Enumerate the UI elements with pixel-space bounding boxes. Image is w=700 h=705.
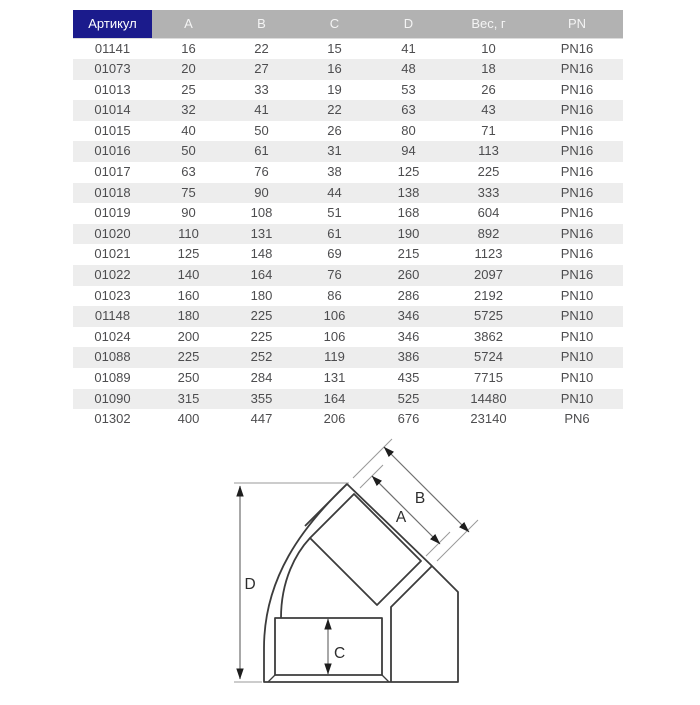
cell-pn: PN16 <box>560 40 594 56</box>
cell-pn: PN16 <box>560 143 594 159</box>
cell-weight: 71 <box>481 122 496 138</box>
cell-weight: 14480 <box>470 390 507 406</box>
cell-pn: PN10 <box>560 370 594 385</box>
cell-d: 41 <box>401 40 416 56</box>
cell-weight: 2192 <box>474 287 503 303</box>
column-header-weight: Вес, г <box>446 10 531 38</box>
cell-d: 63 <box>401 102 416 118</box>
cell-article: 01015 <box>94 122 131 138</box>
table-row <box>73 183 623 204</box>
cell-pn: PN16 <box>560 225 594 241</box>
column-header-a: A <box>152 10 225 38</box>
cell-d: 94 <box>401 143 416 159</box>
table-row <box>73 286 623 307</box>
cell-b: 225 <box>250 328 273 344</box>
table-row <box>73 244 623 265</box>
cell-pn: PN16 <box>560 122 594 138</box>
cell-a: 32 <box>181 102 196 118</box>
cell-a: 110 <box>178 225 199 241</box>
cell-article: 01023 <box>94 287 131 303</box>
table-row <box>73 389 623 410</box>
cell-c: 16 <box>327 61 342 77</box>
cell-a: 50 <box>181 143 196 159</box>
cell-b: 284 <box>250 370 273 385</box>
cell-article: 01017 <box>94 164 131 180</box>
cell-article: 01013 <box>94 81 131 97</box>
cell-a: 125 <box>177 246 200 262</box>
cell-c: 19 <box>327 81 342 97</box>
cell-d: 386 <box>397 349 420 365</box>
cell-c: 106 <box>323 308 346 324</box>
cell-d: 190 <box>397 225 420 241</box>
cell-a: 225 <box>177 349 200 365</box>
cell-pn: PN16 <box>560 81 594 97</box>
cell-pn: PN6 <box>564 411 590 427</box>
fitting-diagram <box>225 437 500 700</box>
cell-article: 01088 <box>94 349 131 365</box>
cell-b: 355 <box>250 390 273 406</box>
cell-pn: PN16 <box>560 267 594 283</box>
cell-a: 75 <box>181 184 196 200</box>
cell-a: 25 <box>181 81 196 97</box>
cell-b: 50 <box>254 122 269 138</box>
cell-d: 676 <box>397 411 420 427</box>
cell-pn: PN16 <box>560 246 594 262</box>
cell-pn: PN10 <box>560 287 594 303</box>
cell-weight: 3862 <box>474 328 503 344</box>
cell-c: 22 <box>327 102 342 118</box>
cell-weight: 892 <box>477 225 500 241</box>
table-row <box>73 409 623 430</box>
table-row <box>73 203 623 224</box>
cell-b: 41 <box>254 102 269 118</box>
cell-weight: 10 <box>481 40 496 56</box>
cell-c: 31 <box>327 143 342 159</box>
cell-c: 38 <box>327 164 342 180</box>
cell-pn: PN16 <box>560 184 594 200</box>
cell-weight: 2097 <box>474 267 503 283</box>
cell-pn: PN10 <box>560 349 594 365</box>
cell-a: 16 <box>181 40 196 56</box>
cell-c: 86 <box>327 287 342 303</box>
cell-weight: 7715 <box>474 370 503 385</box>
cell-d: 286 <box>397 287 420 303</box>
cell-weight: 5724 <box>474 349 503 365</box>
table-row <box>73 121 623 142</box>
cell-article: 01090 <box>94 390 131 406</box>
cell-weight: 333 <box>477 184 500 200</box>
cell-b: 76 <box>254 164 269 180</box>
cell-weight: 18 <box>481 61 496 77</box>
cell-c: 61 <box>327 225 342 241</box>
cell-d: 525 <box>397 390 420 406</box>
cell-a: 250 <box>177 370 200 385</box>
column-header-pn: PN <box>531 10 623 38</box>
cell-b: 180 <box>250 287 273 303</box>
column-header-article: Артикул <box>73 10 152 38</box>
table-header-row <box>73 10 623 38</box>
cell-c: 131 <box>323 370 346 385</box>
dim-label-a: A <box>395 509 407 526</box>
table-row <box>73 38 623 59</box>
cell-d: 138 <box>397 184 420 200</box>
cell-c: 119 <box>324 349 345 365</box>
cell-b: 225 <box>250 308 273 324</box>
cell-b: 90 <box>254 184 269 200</box>
cell-pn: PN10 <box>560 328 594 344</box>
cell-article: 01018 <box>94 184 131 200</box>
table-row <box>73 59 623 80</box>
cell-b: 252 <box>250 349 273 365</box>
cell-weight: 604 <box>477 205 500 221</box>
cell-a: 160 <box>177 287 200 303</box>
cell-article: 01014 <box>94 102 131 118</box>
cell-b: 61 <box>254 143 269 159</box>
cell-c: 69 <box>327 246 342 262</box>
cell-d: 215 <box>397 246 420 262</box>
cell-a: 315 <box>177 390 200 406</box>
cell-b: 108 <box>250 205 273 221</box>
spec-table-body <box>73 38 623 430</box>
dim-label-d: D <box>244 576 256 593</box>
cell-article: 01302 <box>94 411 131 427</box>
cell-c: 26 <box>327 122 342 138</box>
cell-weight: 43 <box>481 102 496 118</box>
cell-article: 01020 <box>94 225 131 241</box>
cell-pn: PN16 <box>560 164 594 180</box>
fitting-diagram-container <box>225 437 500 700</box>
cell-b: 131 <box>250 225 273 241</box>
table-row <box>73 327 623 348</box>
cell-b: 164 <box>250 267 273 283</box>
cell-weight: 26 <box>481 81 496 97</box>
cell-article: 01141 <box>94 40 131 56</box>
cell-article: 01073 <box>94 61 131 77</box>
cell-weight: 225 <box>477 164 500 180</box>
cell-a: 63 <box>181 164 196 180</box>
dim-label-b: B <box>414 490 426 507</box>
cell-a: 20 <box>181 61 196 77</box>
cell-a: 200 <box>177 328 200 344</box>
cell-pn: PN16 <box>560 205 594 221</box>
cell-article: 01019 <box>94 205 131 221</box>
cell-pn: PN10 <box>560 390 594 406</box>
cell-pn: PN10 <box>560 308 594 324</box>
cell-b: 447 <box>250 411 273 427</box>
cell-c: 44 <box>327 184 342 200</box>
cell-d: 168 <box>397 205 420 221</box>
table-row <box>73 265 623 286</box>
cell-d: 80 <box>401 122 416 138</box>
table-row <box>73 224 623 245</box>
cell-c: 51 <box>327 205 342 221</box>
cell-weight: 5725 <box>474 308 503 324</box>
spec-table <box>73 10 623 430</box>
cell-a: 400 <box>177 411 200 427</box>
table-row <box>73 368 623 389</box>
spec-table-container <box>73 10 623 430</box>
cell-d: 260 <box>397 267 420 283</box>
cell-article: 01024 <box>94 328 131 344</box>
cell-d: 125 <box>397 164 420 180</box>
table-row <box>73 80 623 101</box>
cell-article: 01089 <box>94 370 131 385</box>
cell-article: 01022 <box>94 267 131 283</box>
cell-b: 148 <box>250 246 273 262</box>
cell-c: 206 <box>323 411 346 427</box>
table-row <box>73 347 623 368</box>
cell-b: 27 <box>254 61 269 77</box>
cell-a: 140 <box>177 267 200 283</box>
cell-pn: PN16 <box>560 61 594 77</box>
cell-c: 76 <box>327 267 342 283</box>
cell-a: 180 <box>177 308 200 324</box>
cell-pn: PN16 <box>560 102 594 118</box>
cell-d: 435 <box>397 370 420 385</box>
table-row <box>73 306 623 327</box>
cell-a: 40 <box>181 122 196 138</box>
cell-c: 106 <box>323 328 346 344</box>
cell-article: 01148 <box>94 308 131 324</box>
column-header-b: B <box>225 10 298 38</box>
table-row <box>73 100 623 121</box>
cell-d: 48 <box>401 61 416 77</box>
cell-article: 01016 <box>94 143 131 159</box>
cell-b: 33 <box>254 81 269 97</box>
table-row <box>73 141 623 162</box>
cell-article: 01021 <box>94 246 131 262</box>
cell-weight: 23140 <box>470 411 507 427</box>
cell-c: 164 <box>323 390 346 406</box>
table-row <box>73 162 623 183</box>
cell-c: 15 <box>327 40 342 56</box>
column-header-d: D <box>371 10 446 38</box>
cell-a: 90 <box>181 205 196 221</box>
cell-d: 346 <box>397 328 420 344</box>
cell-d: 53 <box>401 81 416 97</box>
cell-d: 346 <box>397 308 420 324</box>
column-header-c: C <box>298 10 371 38</box>
cell-weight: 1123 <box>474 246 503 262</box>
dim-label-c: C <box>334 645 346 662</box>
cell-weight: 113 <box>478 143 499 159</box>
cell-b: 22 <box>254 40 269 56</box>
